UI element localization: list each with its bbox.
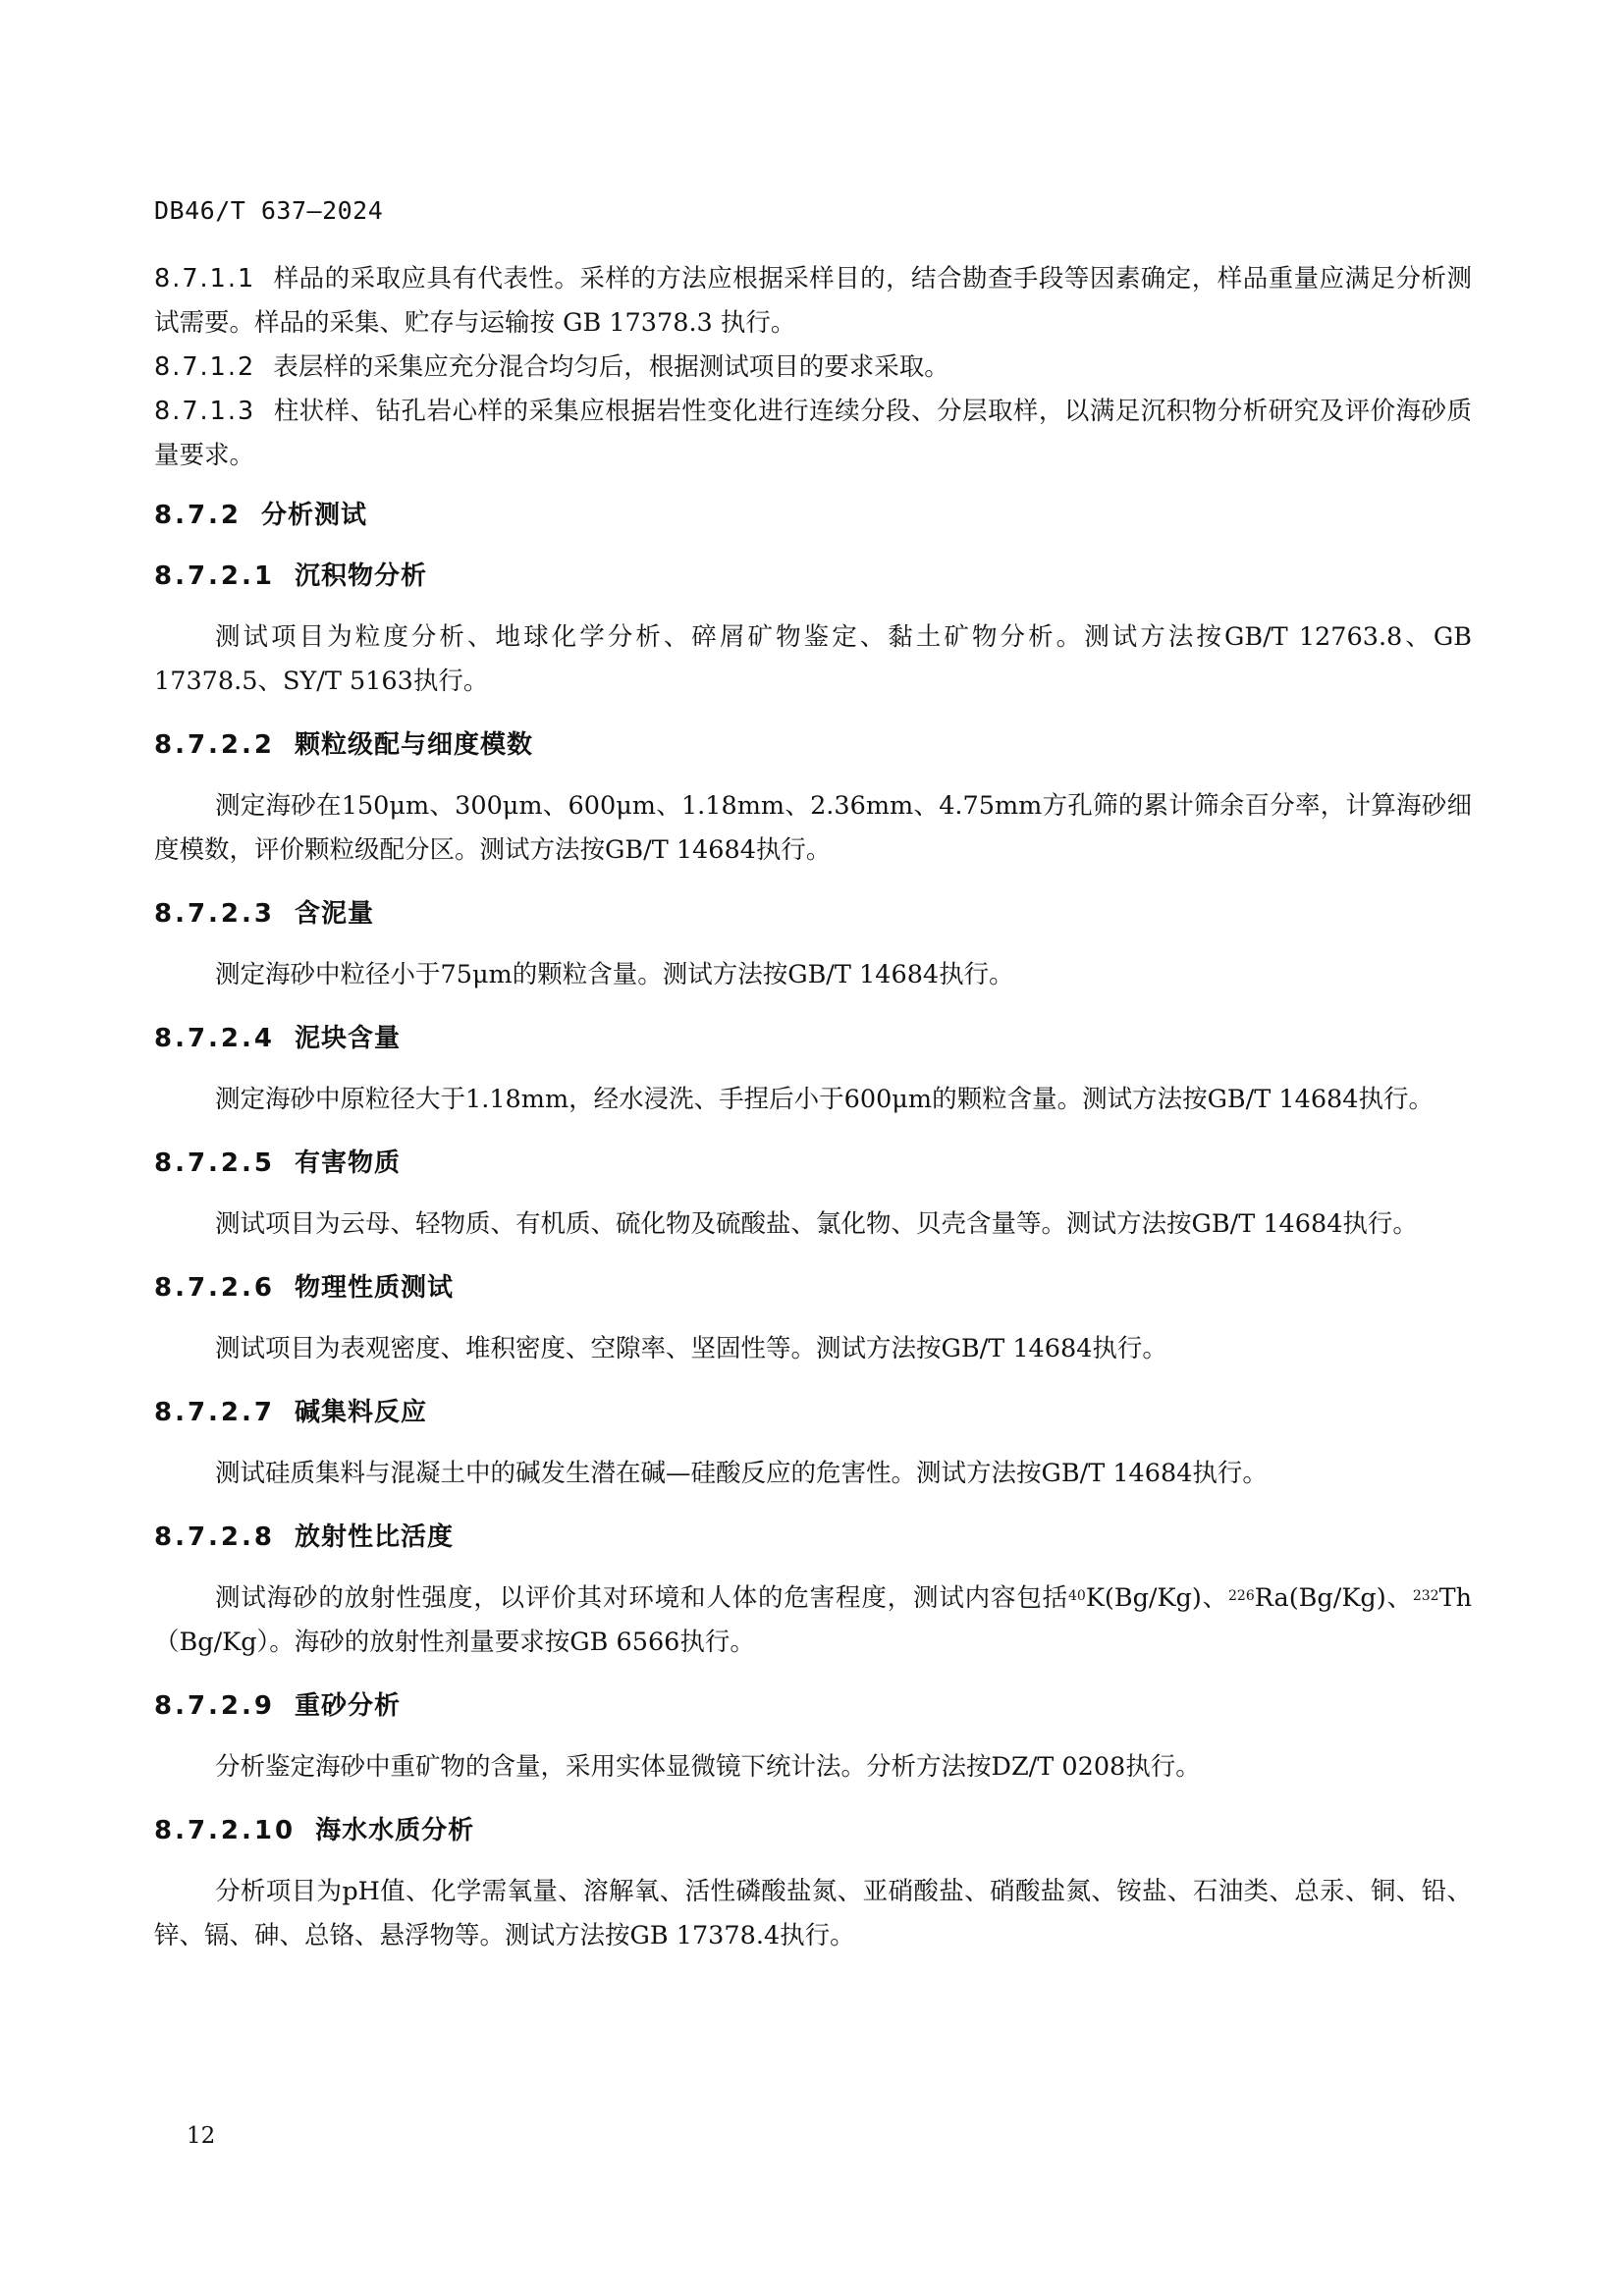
subsection-title: 重砂分析 xyxy=(295,1691,402,1721)
subsection-number: 8.7.2.1 xyxy=(154,561,275,591)
subsection-number: 8.7.2.3 xyxy=(154,899,275,929)
isotope-mass-number: 226 xyxy=(1228,1588,1255,1604)
clause-text: 柱状样、钻孔岩心样的采集应根据岩性变化进行连续分段、分层取样，以满足沉积物分析研究及评价海砂质量要求。 xyxy=(154,397,1472,470)
document-code: DB46/T 637—2024 xyxy=(154,196,384,225)
subsection-heading xyxy=(154,894,1472,934)
subsection-title: 物理性质测试 xyxy=(295,1273,455,1303)
subsection-paragraph: 测试项目为表观密度、堆积密度、空隙率、坚固性等。测试方法按GB/T 14684执行。 xyxy=(215,1334,1167,1363)
subsection-title: 含泥量 xyxy=(295,899,375,929)
clause-text: 样品的采取应具有代表性。采样的方法应根据采样目的，结合勘查手段等因素确定，样品重量应满足分析测试需要。样品的采集、贮存与运输按 GB 17378.3 执行。 xyxy=(154,264,1472,338)
subsection-title: 颗粒级配与细度模数 xyxy=(295,730,534,760)
isotope-mass-number: 40 xyxy=(1068,1588,1086,1604)
section-number: 8.7.2 xyxy=(154,501,243,530)
subsection-title: 沉积物分析 xyxy=(295,561,428,591)
section-heading xyxy=(154,496,1472,535)
clause-number: 8.7.1.1 xyxy=(154,264,256,294)
subsection-title: 有害物质 xyxy=(295,1148,402,1178)
subsection-number: 8.7.2.5 xyxy=(154,1148,275,1178)
subsection-number: 8.7.2.8 xyxy=(154,1522,275,1552)
isotope-mass-number: 232 xyxy=(1412,1588,1439,1604)
subsection-number: 8.7.2.7 xyxy=(154,1398,275,1427)
subsection-paragraph: 测试硅质集料与混凝土中的碱发生潜在碱—硅酸反应的危害性。测试方法按GB/T 14684执行。 xyxy=(215,1459,1268,1488)
paragraph-text: Th（Bg/Kg）。海砂的放射性剂量要求按GB 6566执行。 xyxy=(154,1583,1472,1657)
subsection-paragraph xyxy=(154,1576,1472,1665)
subsection-paragraph: 测定海砂中粒径小于75μm的颗粒含量。测试方法按GB/T 14684执行。 xyxy=(215,960,1014,989)
clause-number: 8.7.1.3 xyxy=(154,397,256,426)
subsection-title: 放射性比活度 xyxy=(295,1522,455,1552)
page-number: 12 xyxy=(187,2123,216,2149)
clause xyxy=(154,257,1472,346)
subsection-heading xyxy=(154,1393,1472,1432)
subsection-paragraph: 测试项目为云母、轻物质、有机质、硫化物及硫酸盐、氯化物、贝壳含量等。测试方法按GB/T 14684执行。 xyxy=(215,1209,1418,1239)
paragraph-text: 测试海砂的放射性强度，以评价其对环境和人体的危害程度，测试内容包括 xyxy=(215,1583,1069,1613)
clause-number: 8.7.1.2 xyxy=(154,352,256,382)
subsection-paragraph: 测试项目为粒度分析、地球化学分析、碎屑矿物鉴定、黏土矿物分析。测试方法按GB/T 12763.8、GB 17378.5、SY/T 5163执行。 xyxy=(154,622,1472,696)
subsection-heading xyxy=(154,725,1472,765)
subsection-heading xyxy=(154,1518,1472,1557)
subsection-heading xyxy=(154,557,1472,596)
subsection-paragraph: 测定海砂中原粒径大于1.18mm，经水浸洗、手捏后小于600μm的颗粒含量。测试方法按GB/T 14684执行。 xyxy=(215,1085,1434,1114)
subsection-number: 8.7.2.9 xyxy=(154,1691,275,1721)
subsection-number: 8.7.2.2 xyxy=(154,730,275,760)
subsection-number: 8.7.2.10 xyxy=(154,1816,297,1845)
subsection-title: 海水水质分析 xyxy=(315,1816,475,1845)
subsection-heading xyxy=(154,1811,1472,1850)
subsection-title: 泥块含量 xyxy=(295,1024,402,1053)
clause-text: 表层样的采集应充分混合均匀后，根据测试项目的要求采取。 xyxy=(273,352,949,382)
subsection-paragraph: 测定海砂在150μm、300μm、600μm、1.18mm、2.36mm、4.75mm方孔筛的累计筛余百分率，计算海砂细度模数，评价颗粒级配分区。测试方法按GB/T 14684执行。 xyxy=(154,791,1472,865)
subsection-paragraph: 分析项目为pH值、化学需氧量、溶解氧、活性磷酸盐氮、亚硝酸盐、硝酸盐氮、铵盐、石油类、总汞、铜、铅、锌、镉、砷、总铬、悬浮物等。测试方法按GB 17378.4执行。 xyxy=(154,1877,1472,1950)
clause xyxy=(154,346,1472,390)
clause xyxy=(154,390,1472,478)
subsection-number: 8.7.2.4 xyxy=(154,1024,275,1053)
subsection-title: 碱集料反应 xyxy=(295,1398,428,1427)
subsection-paragraph: 分析鉴定海砂中重矿物的含量，采用实体显微镜下统计法。分析方法按DZ/T 0208执行。 xyxy=(215,1752,1201,1782)
section-title: 分析测试 xyxy=(261,501,368,530)
subsection-heading xyxy=(154,1686,1472,1726)
subsection-heading xyxy=(154,1019,1472,1058)
subsection-heading xyxy=(154,1144,1472,1183)
subsection-heading xyxy=(154,1268,1472,1308)
subsection-number: 8.7.2.6 xyxy=(154,1273,275,1303)
page-content xyxy=(154,257,1472,1980)
paragraph-text: K(Bg/Kg)、 xyxy=(1085,1583,1228,1613)
paragraph-text: Ra(Bg/Kg)、 xyxy=(1254,1583,1413,1613)
